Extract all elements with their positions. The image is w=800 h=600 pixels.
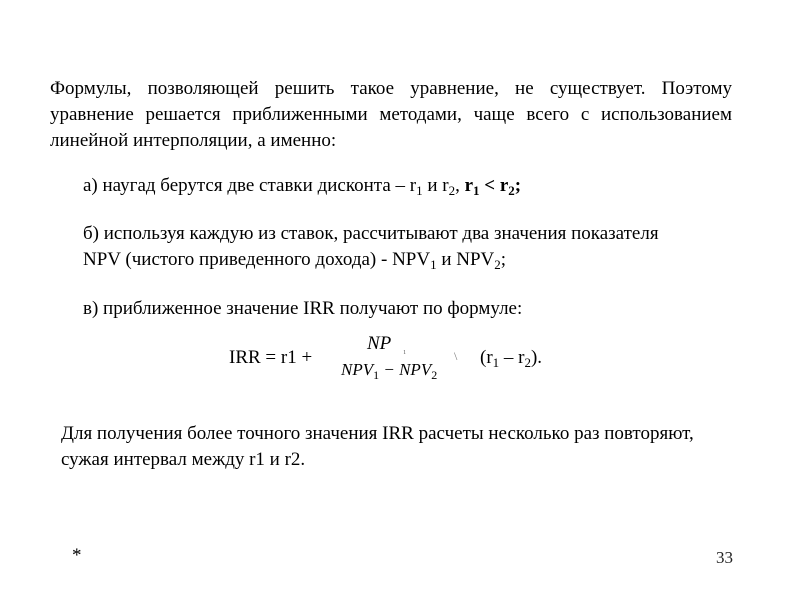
step-a-bold-end: ; xyxy=(514,175,522,196)
formula-denominator xyxy=(341,360,437,380)
step-b xyxy=(83,221,743,273)
step-b-sub-1: 1 xyxy=(430,257,437,272)
conclusion-line-1: Для получения более точного значения IRR расчеты несколько раз повторяют, xyxy=(61,423,694,444)
conclusion-line-2: сужая интервал между r1 и r2. xyxy=(61,449,306,470)
step-a-sub-1: 1 xyxy=(416,183,423,198)
step-b-mid: и NPV xyxy=(436,249,495,270)
step-b-line-1: б) используя каждую из ставок, рассчитывают два значения показателя xyxy=(83,223,659,244)
rhs-minus: – r xyxy=(499,347,525,368)
step-v-text: в) приближенное значение IRR получают по формуле: xyxy=(83,298,523,319)
rhs-sub-1: 1 xyxy=(492,355,500,370)
conclusion-paragraph xyxy=(61,421,741,473)
formula-numerator: NP xyxy=(367,333,392,354)
intro-line-1: Формулы, позволяющей решить такое уравнение, не существует. Поэтому xyxy=(50,78,732,99)
step-a-text: а) наугад берутся две ставки дисконта – r xyxy=(83,175,417,196)
page-number: 33 xyxy=(716,548,733,567)
step-a-bold-sub-1: 1 xyxy=(473,183,480,198)
formula-numerator-tail: ₁ xyxy=(403,344,407,355)
step-a xyxy=(83,173,743,199)
step-b-line-2: NPV (чистого приведенного дохода) - NPV xyxy=(83,249,431,270)
step-a-inequality xyxy=(465,175,522,196)
step-v xyxy=(83,296,743,322)
denominator-npv-a: NPV xyxy=(341,360,374,379)
step-b-end: ; xyxy=(500,249,507,270)
formula-lhs: IRR = r1 + xyxy=(229,347,313,368)
rhs-sub-2: 2 xyxy=(524,355,531,370)
intro-paragraph xyxy=(50,76,732,154)
denominator-sub-2: 2 xyxy=(431,368,438,382)
intro-line-2: уравнение решается приближенными методами, чаще всего с использованием xyxy=(50,104,732,125)
footer-asterisk: * xyxy=(72,545,82,566)
denominator-minus: − xyxy=(379,360,400,379)
step-a-sub-2: 2 xyxy=(448,183,456,198)
formula-times-mark: \ xyxy=(454,349,458,363)
step-b-sub-2: 2 xyxy=(494,257,501,272)
intro-line-3: линейной интерполяции, а именно: xyxy=(50,130,337,151)
step-a-mid: и r xyxy=(422,175,449,196)
formula-rhs xyxy=(480,346,542,370)
step-a-sep: , xyxy=(455,175,465,196)
rhs-close: ). xyxy=(530,347,543,368)
denominator-sub-1: 1 xyxy=(373,368,380,382)
rhs-open: (r xyxy=(480,347,493,368)
step-a-bold-sub-2: 2 xyxy=(508,183,515,198)
denominator-npv-b: NPV xyxy=(399,360,432,379)
step-a-bold-lt: < r xyxy=(479,175,509,196)
step-a-bold-r1: r xyxy=(464,175,474,196)
